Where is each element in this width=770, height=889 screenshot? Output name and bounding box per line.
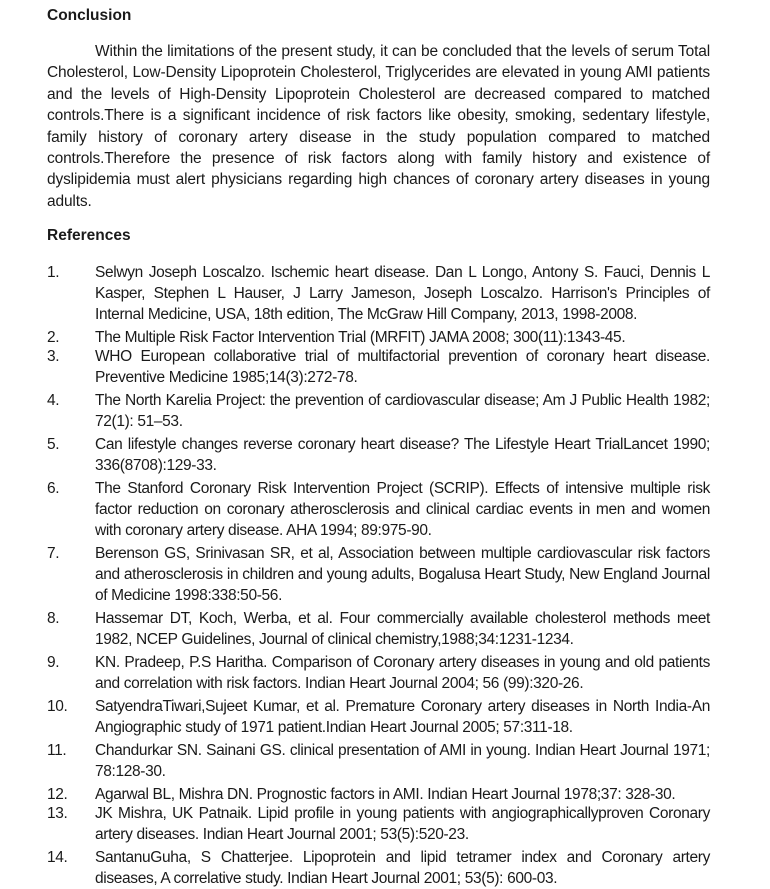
conclusion-section — [47, 6, 710, 212]
references-list — [47, 262, 710, 889]
reference-text: Hassemar DT, Koch, Werba, et al. Four commercially available cholesterol methods meet 1982, NCEP Guidelines, Journal of clinical chemistry,1988;34:1231-1234. — [95, 610, 710, 649]
reference-item — [47, 346, 710, 388]
reference-number: 1. — [47, 264, 60, 282]
reference-number: 8. — [47, 610, 60, 628]
reference-text: Agarwal BL, Mishra DN. Prognostic factors in AMI. Indian Heart Journal 1978;37: 328-30. — [95, 786, 676, 804]
reference-item — [47, 696, 710, 738]
conclusion-heading: Conclusion — [47, 7, 132, 24]
reference-text: Selwyn Joseph Loscalzo. Ischemic heart disease. Dan L Longo, Antony S. Fauci, Dennis L Kasper, Stephen L Hauser, J Larry Jameson, Joseph Loscalzo. Harrison's Principles of Internal Medicine, USA, 18th edition, The McGraw Hill Company, 2013, 1998-2008. — [95, 264, 710, 324]
reference-text: Chandurkar SN. Sainani GS. clinical presentation of AMI in young. Indian Heart Journal 1971; 78:128-30. — [95, 742, 710, 781]
reference-item — [47, 543, 710, 606]
reference-item — [47, 740, 710, 782]
reference-text: WHO European collaborative trial of multifactorial prevention of coronary heart disease. Preventive Medicine 1985;14(3):272-78. — [95, 348, 710, 387]
references-section — [47, 226, 710, 889]
reference-text: The North Karelia Project: the prevention of cardiovascular disease; Am J Public Health 1982; 72(1): 51–53. — [95, 392, 710, 431]
reference-text: Can lifestyle changes reverse coronary heart disease? The Lifestyle Heart TrialLancet 1990; 336(8708):129-33. — [95, 436, 710, 475]
reference-item — [47, 327, 710, 348]
reference-number: 10. — [47, 698, 68, 716]
reference-number: 13. — [47, 805, 68, 823]
reference-number: 2. — [47, 329, 60, 347]
reference-number: 12. — [47, 786, 68, 804]
conclusion-paragraph: Within the limitations of the present study, it can be concluded that the levels of serum Total Cholesterol, Low-Density Lipoprotein Cholesterol, Triglycerides are elevated in young AMI patients and the levels of High-Density Lipoprotein Cholesterol are decreased compared to matched controls.There is a significant incidence of risk factors like obesity, smoking, sedentary lifestyle, family history of coronary artery disease in the study population compared to matched controls.Therefore the presence of risk factors along with family history and existence of dyslipidemia must alert physicians regarding high chances of coronary artery diseases in young adults. — [47, 43, 710, 210]
references-heading: References — [47, 227, 131, 245]
reference-item — [47, 262, 710, 325]
reference-item — [47, 803, 710, 845]
reference-text: Berenson GS, Srinivasan SR, et al, Association between multiple cardiovascular risk factors and atherosclerosis in children and young adults, Bogalusa Heart Study, New England Journal of Medicine 1998:338:50-56. — [95, 545, 710, 605]
reference-item — [47, 478, 710, 541]
reference-item — [47, 390, 710, 432]
reference-text: KN. Pradeep, P.S Haritha. Comparison of Coronary artery diseases in young and old patients and correlation with risk factors. Indian Heart Journal 2004; 56 (99):320-26. — [95, 654, 710, 693]
reference-item — [47, 847, 710, 889]
reference-number: 9. — [47, 654, 60, 672]
reference-item — [47, 652, 710, 694]
reference-number: 3. — [47, 348, 60, 366]
reference-number: 5. — [47, 436, 60, 454]
reference-item — [47, 434, 710, 476]
reference-number: 14. — [47, 849, 68, 867]
reference-text: The Multiple Risk Factor Intervention Trial (MRFIT) JAMA 2008; 300(11):1343-45. — [95, 329, 626, 347]
reference-number: 6. — [47, 480, 60, 498]
reference-item — [47, 608, 710, 650]
reference-number: 11. — [47, 742, 67, 760]
reference-number: 7. — [47, 545, 60, 563]
reference-item — [47, 784, 710, 805]
reference-number: 4. — [47, 392, 60, 410]
reference-text: JK Mishra, UK Patnaik. Lipid profile in young patients with angiographicallyproven Coronary artery diseases. Indian Heart Journal 2001; 53(5):520-23. — [95, 805, 710, 844]
reference-text: SatyendraTiwari,Sujeet Kumar, et al. Premature Coronary artery diseases in North India-An Angiographic study of 1971 patient.Indian Heart Journal 2005; 57:311-18. — [95, 698, 710, 737]
reference-text: SantanuGuha, S Chatterjee. Lipoprotein and lipid tetramer index and Coronary artery diseases, A correlative study. Indian Heart Journal 2001; 53(5): 600-03. — [95, 849, 710, 888]
reference-text: The Stanford Coronary Risk Intervention Project (SCRIP). Effects of intensive multiple risk factor reduction on coronary atherosclerosis and clinical cardiac events in men and women with coronary artery disease. AHA 1994; 89:975-90. — [95, 480, 710, 540]
